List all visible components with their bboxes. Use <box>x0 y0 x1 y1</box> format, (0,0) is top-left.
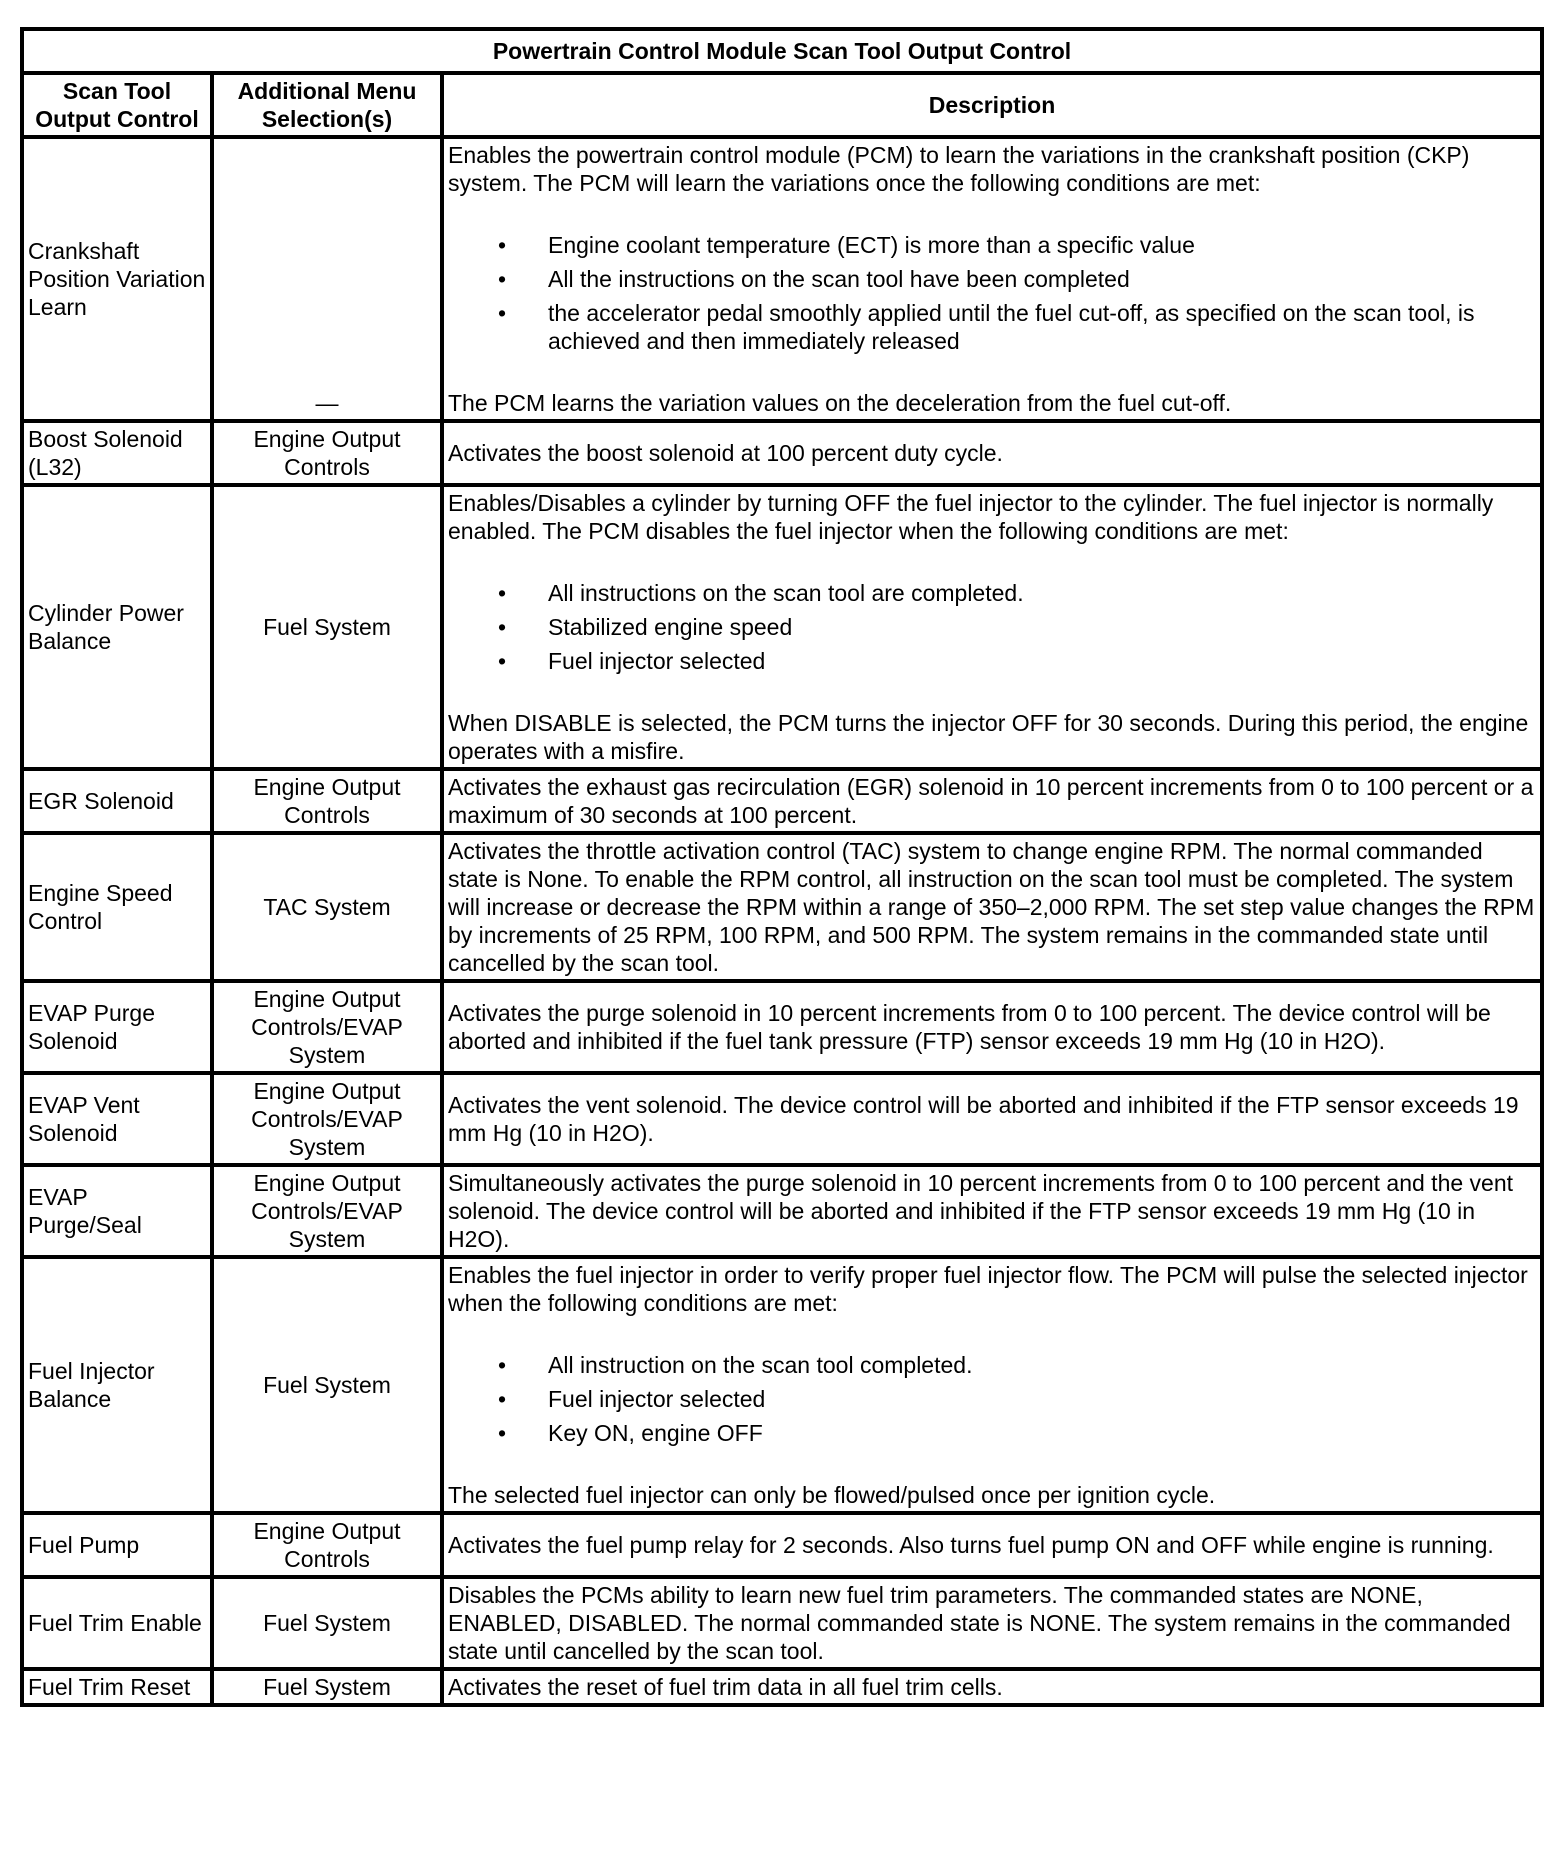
output-control-cell: Engine Speed Control <box>22 833 212 981</box>
list-item: • All instruction on the scan tool completed. <box>548 1351 1536 1379</box>
table-row <box>22 1513 1542 1577</box>
menu-selection-cell: Fuel System <box>212 1577 442 1669</box>
description-outro: The PCM learns the variation values on the deceleration from the fuel cut-off. <box>448 390 1232 416</box>
menu-selection-cell: Engine Output Controls <box>212 769 442 833</box>
table-row <box>22 1669 1542 1705</box>
menu-selection-cell: Fuel System <box>212 1257 442 1513</box>
menu-selection-cell: Fuel System <box>212 485 442 769</box>
description-cell: Activates the exhaust gas recirculation (EGR) solenoid in 10 percent increments from 0 to 100 percent or a maximum of 30 seconds at 100 percent. <box>442 769 1542 833</box>
description-cell: Activates the throttle activation control (TAC) system to change engine RPM. The normal commanded state is None. To enable the RPM control, all instruction on the scan tool must be completed. The system will increase or decrease the RPM within a range of 350–2,000 RPM. The set step value changes the RPM by increments of 25 RPM, 100 RPM, and 500 RPM. The system remains in the commanded state until cancelled by the scan tool. <box>442 833 1542 981</box>
description-outro: The selected fuel injector can only be flowed/pulsed once per ignition cycle. <box>448 1482 1216 1508</box>
output-control-cell: Fuel Pump <box>22 1513 212 1577</box>
menu-selection-cell: Engine Output Controls/EVAP System <box>212 1073 442 1165</box>
output-control-cell: Fuel Injector Balance <box>22 1257 212 1513</box>
list-item: • Fuel injector selected <box>548 647 1536 675</box>
list-item: • Stabilized engine speed <box>548 613 1536 641</box>
output-control-cell: Fuel Trim Reset <box>22 1669 212 1705</box>
table-row <box>22 1165 1542 1257</box>
output-control-cell: Cylinder Power Balance <box>22 485 212 769</box>
table-row <box>22 1257 1542 1513</box>
description-intro: Enables/Disables a cylinder by turning OFF the fuel injector to the cylinder. The fuel injector is normally enabled. The PCM disables the fuel injector when the following conditions are met: <box>448 490 1494 544</box>
table-header-row <box>22 73 1542 137</box>
list-item: • Fuel injector selected <box>548 1385 1536 1413</box>
description-cell: Activates the purge solenoid in 10 percent increments from 0 to 100 percent. The device control will be aborted and inhibited if the fuel tank pressure (FTP) sensor exceeds 19 mm Hg (10 in H2O). <box>442 981 1542 1073</box>
description-cell <box>442 485 1542 769</box>
description-cell: Activates the fuel pump relay for 2 seconds. Also turns fuel pump ON and OFF while engine is running. <box>442 1513 1542 1577</box>
description-cell: Activates the reset of fuel trim data in all fuel trim cells. <box>442 1669 1542 1705</box>
header-additional-menu-selections: Additional Menu Selection(s) <box>212 73 442 137</box>
output-control-cell: Boost Solenoid (L32) <box>22 421 212 485</box>
table-caption: Powertrain Control Module Scan Tool Output Control <box>22 29 1542 73</box>
description-cell <box>442 137 1542 421</box>
condition-list <box>448 231 1536 355</box>
menu-selection-cell: Engine Output Controls <box>212 421 442 485</box>
menu-selection-cell: TAC System <box>212 833 442 981</box>
list-item: • All instructions on the scan tool are completed. <box>548 579 1536 607</box>
table-row <box>22 769 1542 833</box>
header-description: Description <box>442 73 1542 137</box>
condition-list <box>448 1351 1536 1447</box>
output-control-cell: EVAP Vent Solenoid <box>22 1073 212 1165</box>
table-row <box>22 421 1542 485</box>
list-item: • Key ON, engine OFF <box>548 1419 1536 1447</box>
header-scan-tool-output-control: Scan Tool Output Control <box>22 73 212 137</box>
description-cell: Disables the PCMs ability to learn new fuel trim parameters. The commanded states are NONE, ENABLED, DISABLED. The normal commanded state is NONE. The system remains in the commanded state until cancelled by the scan tool. <box>442 1577 1542 1669</box>
menu-selection-cell: Engine Output Controls/EVAP System <box>212 981 442 1073</box>
description-intro: Enables the fuel injector in order to verify proper fuel injector flow. The PCM will pulse the selected injector when the following conditions are met: <box>448 1262 1528 1316</box>
menu-selection-cell: Fuel System <box>212 1669 442 1705</box>
table-row <box>22 485 1542 769</box>
table-caption-row <box>22 29 1542 73</box>
output-control-cell: EVAP Purge Solenoid <box>22 981 212 1073</box>
list-item: • the accelerator pedal smoothly applied until the fuel cut-off, as specified on the scan tool, is achieved and then immediately released <box>548 299 1536 355</box>
table-row <box>22 1577 1542 1669</box>
table-row <box>22 137 1542 421</box>
description-cell: Simultaneously activates the purge solenoid in 10 percent increments from 0 to 100 percent and the vent solenoid. The device control will be aborted and inhibited if the FTP sensor exceeds 19 mm Hg (10 in H2O). <box>442 1165 1542 1257</box>
description-cell: Activates the boost solenoid at 100 percent duty cycle. <box>442 421 1542 485</box>
table-row <box>22 1073 1542 1165</box>
menu-selection-cell: — <box>212 137 442 421</box>
document-page <box>20 27 1540 1707</box>
menu-selection-cell: Engine Output Controls/EVAP System <box>212 1165 442 1257</box>
output-control-cell: EGR Solenoid <box>22 769 212 833</box>
table-row <box>22 833 1542 981</box>
output-control-cell: Fuel Trim Enable <box>22 1577 212 1669</box>
table-row <box>22 981 1542 1073</box>
pcm-output-control-table <box>20 27 1544 1707</box>
list-item: • Engine coolant temperature (ECT) is more than a specific value <box>548 231 1536 259</box>
output-control-cell: Crankshaft Position Variation Learn <box>22 137 212 421</box>
menu-selection-cell: Engine Output Controls <box>212 1513 442 1577</box>
description-outro: When DISABLE is selected, the PCM turns the injector OFF for 30 seconds. During this period, the engine operates with a misfire. <box>448 710 1529 764</box>
description-cell: Activates the vent solenoid. The device control will be aborted and inhibited if the FTP sensor exceeds 19 mm Hg (10 in H2O). <box>442 1073 1542 1165</box>
description-cell <box>442 1257 1542 1513</box>
description-intro: Enables the powertrain control module (PCM) to learn the variations in the crankshaft position (CKP) system. The PCM will learn the variations once the following conditions are met: <box>448 142 1470 196</box>
output-control-cell: EVAP Purge/Seal <box>22 1165 212 1257</box>
condition-list <box>448 579 1536 675</box>
list-item: • All the instructions on the scan tool have been completed <box>548 265 1536 293</box>
